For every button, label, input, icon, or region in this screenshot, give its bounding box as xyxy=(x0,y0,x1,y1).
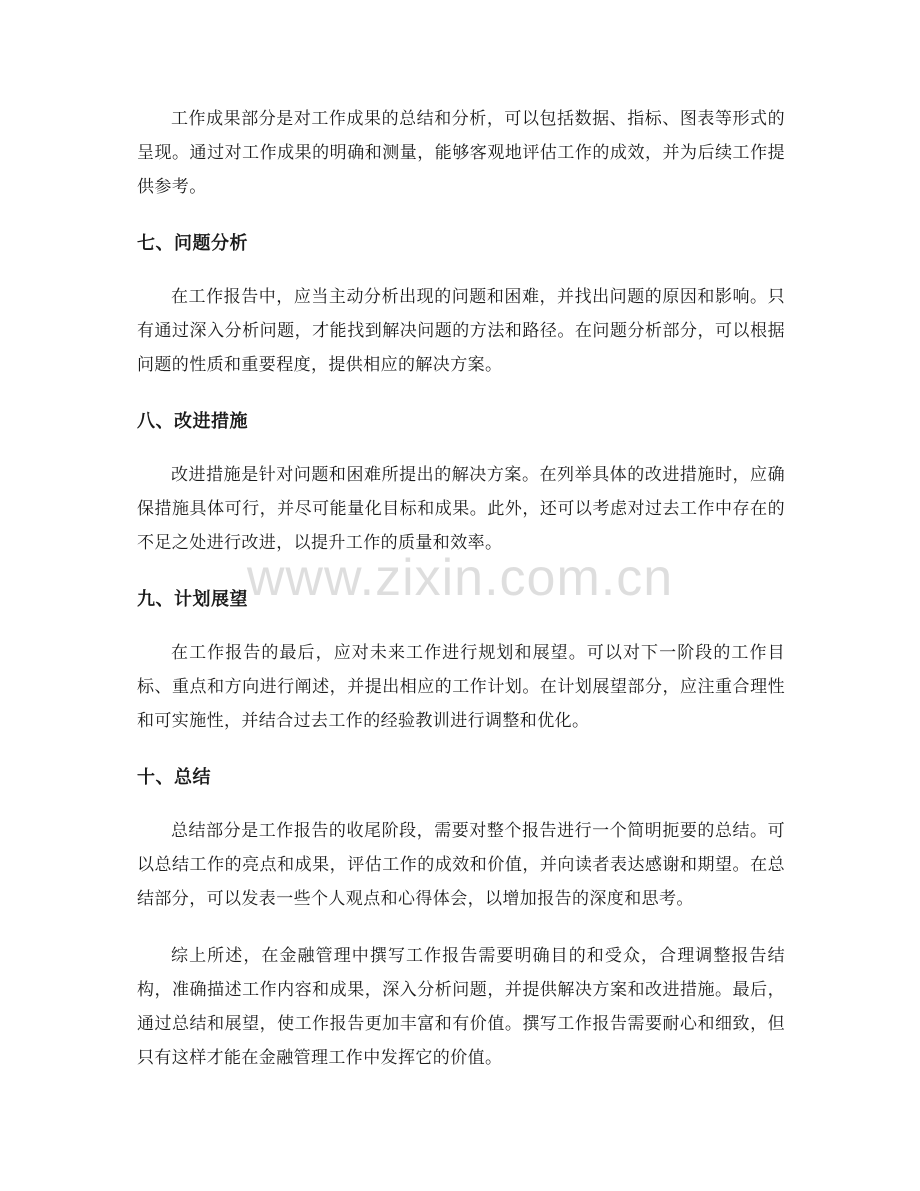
section-heading-improvement-measures: 八、改进措施 xyxy=(137,411,248,432)
conclusion-paragraph: 综上所述，在金融管理中撰写工作报告需要明确目的和受众，合理调整报告结构，准确描述工作内容和成果，深入分析问题，并提供解决方案和改进措施。最后，通过总结和展望，使工作报告更加丰富和有价值。撰写工作报告需要耐心和细致，但只有这样才能在金融管理工作中发挥它的价值。 xyxy=(137,946,785,1068)
section-heading-plan-outlook: 九、计划展望 xyxy=(137,589,248,610)
intro-paragraph: 工作成果部分是对工作成果的总结和分析，可以包括数据、指标、图表等形式的呈现。通过对工作成果的明确和测量，能够客观地评估工作的成效，并为后续工作提供参考。 xyxy=(137,109,785,197)
section-paragraph-summary: 总结部分是工作报告的收尾阶段，需要对整个报告进行一个简明扼要的总结。可以总结工作的亮点和成果，评估工作的成效和价值，并向读者表达感谢和期望。在总结部分，可以发表一些个人观点和心得体会，以增加报告的深度和思考。 xyxy=(137,821,785,909)
section-paragraph-problem-analysis: 在工作报告中，应当主动分析出现的问题和困难，并找出问题的原因和影响。只有通过深入分析问题，才能找到解决问题的方法和路径。在问题分析部分，可以根据问题的性质和重要程度，提供相应的解决方案。 xyxy=(137,287,785,375)
section-paragraph-plan-outlook: 在工作报告的最后，应对未来工作进行规划和展望。可以对下一阶段的工作目标、重点和方向进行阐述，并提出相应的工作计划。在计划展望部分，应注重合理性和可实施性，并结合过去工作的经验教训进行调整和优化。 xyxy=(137,643,785,731)
watermark-text: www.zixin.com.cn xyxy=(246,549,674,607)
section-paragraph-improvement-measures: 改进措施是针对问题和困难所提出的解决方案。在列举具体的改进措施时，应确保措施具体可行，并尽可能量化目标和成果。此外，还可以考虑对过去工作中存在的不足之处进行改进，以提升工作的质量和效率。 xyxy=(137,465,785,553)
section-heading-summary: 十、总结 xyxy=(137,767,211,788)
section-heading-problem-analysis: 七、问题分析 xyxy=(137,233,248,254)
document-body xyxy=(137,102,785,1075)
